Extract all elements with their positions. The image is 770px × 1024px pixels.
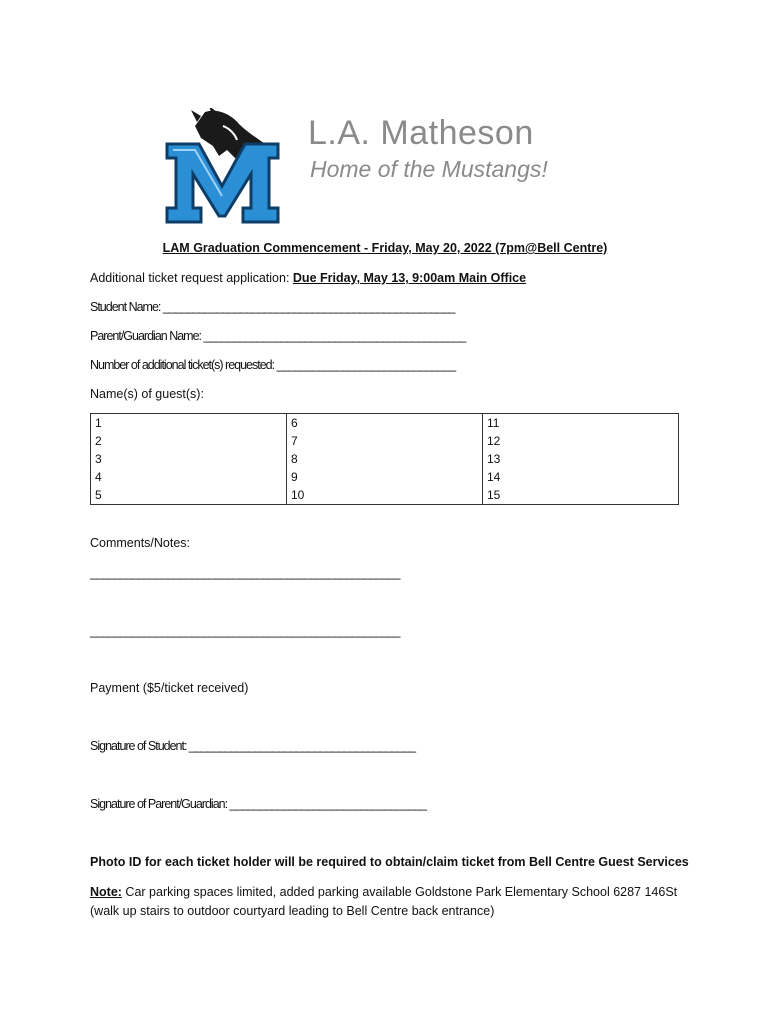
student-name-field[interactable]: Student Name: _________________________________________________ (90, 300, 455, 314)
school-name: L.A. Matheson (308, 114, 534, 152)
guest-slot[interactable]: 2 (95, 434, 102, 448)
school-tagline: Home of the Mustangs! (310, 156, 548, 182)
guest-column-3 (483, 414, 679, 505)
photo-id-notice: Photo ID for each ticket holder will be required to obtain/claim ticket from Bell Centre Guest Services (90, 855, 689, 869)
guest-slot[interactable]: 1 (95, 416, 102, 430)
mustang-logo-icon (165, 108, 280, 224)
guest-names-table (90, 413, 679, 505)
parking-note (90, 883, 690, 921)
student-signature-field[interactable]: Signature of Student: ______________________________________ (90, 739, 416, 753)
school-logo (165, 108, 615, 226)
guest-column-2 (287, 414, 483, 505)
guest-slot[interactable]: 13 (487, 452, 501, 466)
document-title: LAM Graduation Commencement - Friday, May 20, 2022 (7pm@Bell Centre) (162, 241, 608, 255)
guest-slot[interactable]: 6 (291, 416, 298, 430)
guest-slot[interactable]: 15 (487, 488, 501, 502)
note-text: Car parking spaces limited, added parking available Goldstone Park Elementary School 6287 146St (walk up stairs to outdoor courtyard leading to Bell Centre back entrance) (90, 885, 678, 918)
comments-label: Comments/Notes: (90, 536, 191, 550)
guest-slot[interactable]: 11 (487, 416, 500, 430)
guest-names-label: Name(s) of guest(s): (90, 387, 204, 401)
guest-slot[interactable]: 8 (291, 452, 298, 466)
guest-slot[interactable]: 9 (291, 470, 298, 484)
parent-signature-field[interactable]: Signature of Parent/Guardian: _________________________________ (90, 797, 426, 811)
ticket-count-field[interactable]: Number of additional ticket(s) requested: ______________________________ (90, 358, 456, 372)
payment-text: Payment ($5/ticket received) (90, 681, 249, 695)
comments-line-2[interactable]: ____________________________________________________ (90, 624, 400, 638)
guest-slot[interactable]: 10 (291, 488, 305, 502)
guest-slot[interactable]: 7 (291, 434, 298, 448)
note-label: Note: (90, 885, 122, 899)
additional-ticket-label: Additional ticket request application: (90, 271, 293, 285)
parent-name-field[interactable]: Parent/Guardian Name: ____________________________________________ (90, 329, 466, 343)
guest-slot[interactable]: 12 (487, 434, 501, 448)
due-date: Due Friday, May 13, 9:00am Main Office (292, 271, 527, 285)
guest-slot[interactable]: 5 (95, 488, 102, 502)
guest-slot[interactable]: 3 (95, 452, 102, 466)
guest-slot[interactable]: 4 (95, 470, 102, 484)
guest-slot[interactable]: 14 (487, 470, 501, 484)
guest-column-1 (91, 414, 287, 505)
additional-ticket-line (90, 271, 526, 285)
comments-line-1[interactable]: ____________________________________________________ (90, 566, 400, 580)
